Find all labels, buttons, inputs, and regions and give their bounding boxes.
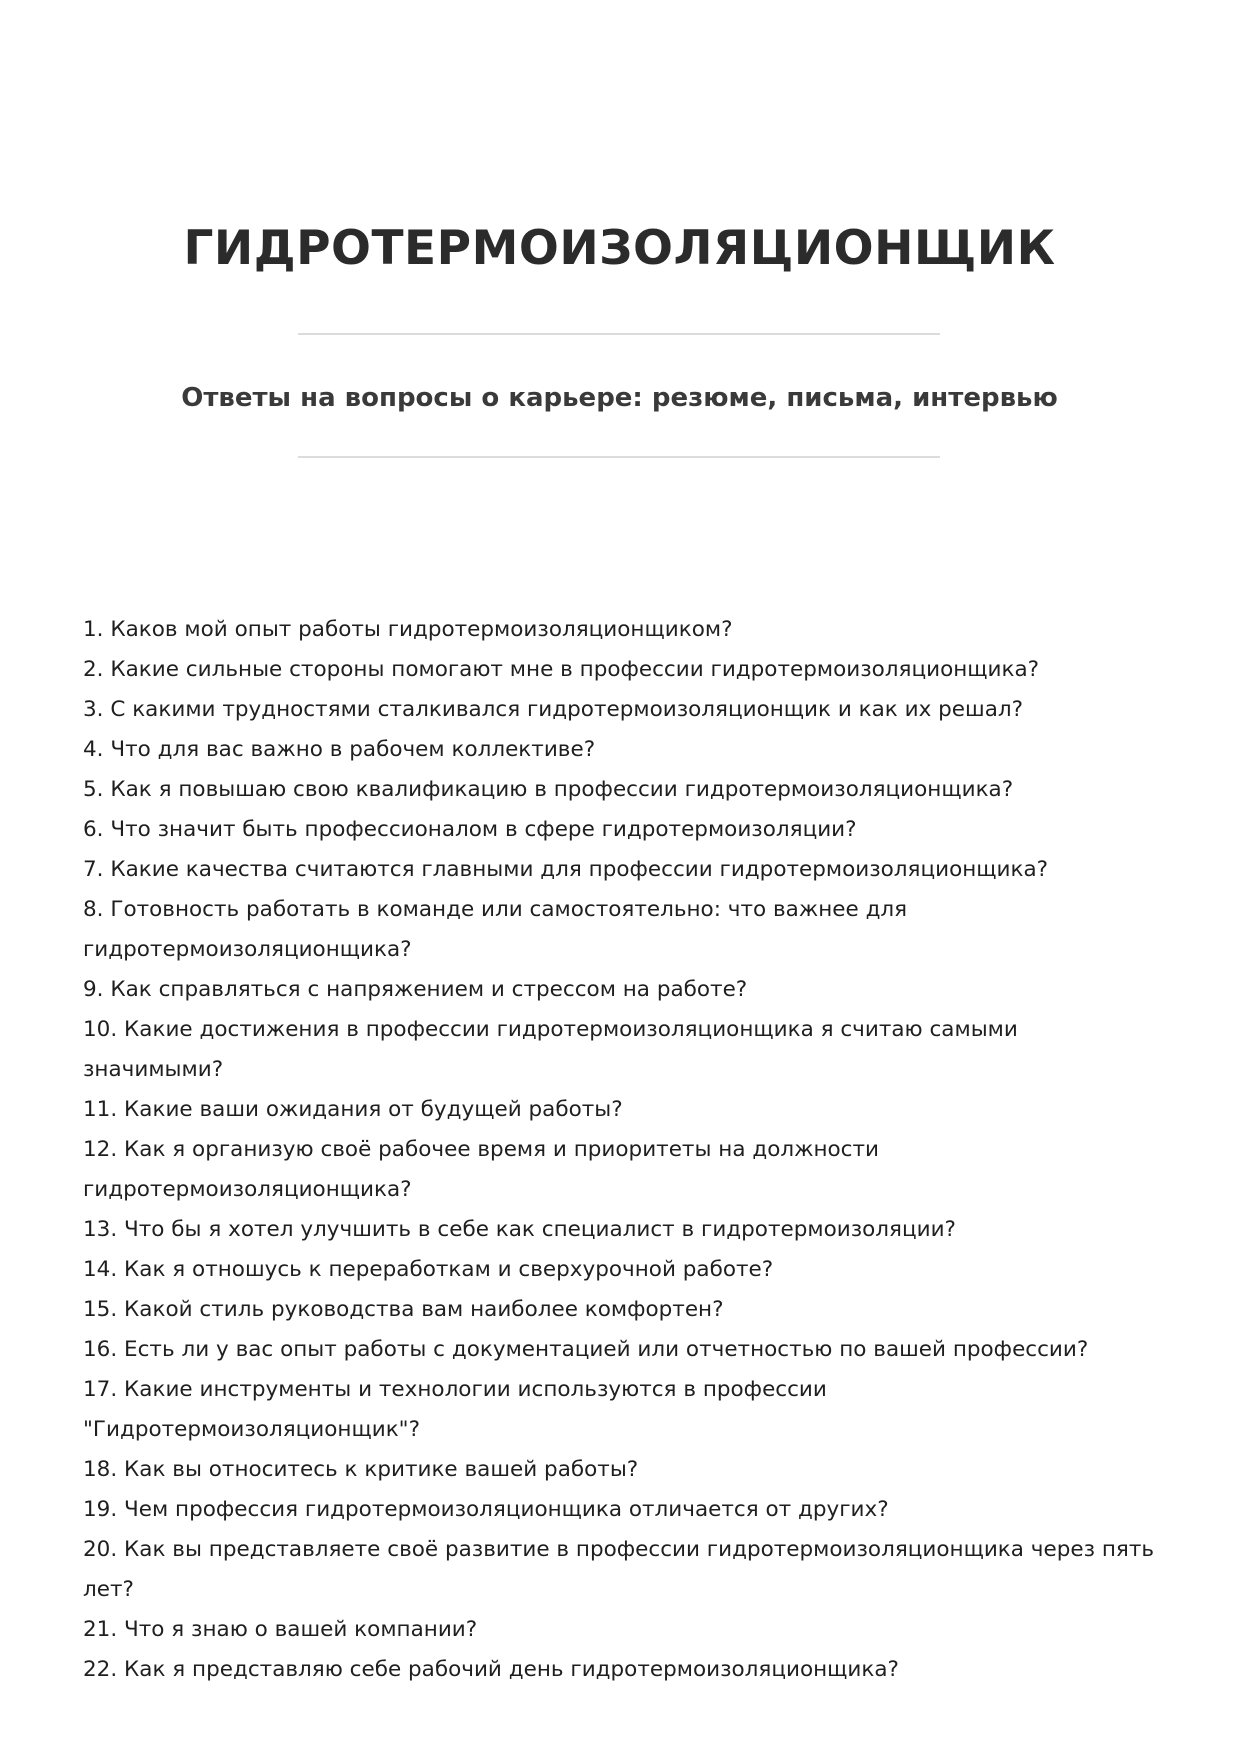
question-item: 3. С какими трудностями сталкивался гидротермоизоляционщик и как их решал? [83,697,1024,722]
question-item: 6. Что значит быть профессионалом в сфере гидротермоизоляции? [83,817,857,842]
title-divider-top [298,333,940,335]
document-subtitle: Ответы на вопросы о карьере: резюме, письма, интервью [181,383,1058,413]
question-item: 4. Что для вас важно в рабочем коллективе? [83,737,596,762]
question-item: 14. Как я отношусь к переработкам и сверхурочной работе? [83,1257,774,1282]
question-item: 20. Как вы представляете своё развитие в профессии гидротермоизоляционщика через пять лет? [83,1537,1155,1602]
question-item: 18. Как вы относитесь к критике вашей работы? [83,1457,639,1482]
question-item: 13. Что бы я хотел улучшить в себе как специалист в гидротермоизоляции? [83,1217,956,1242]
question-item: 5. Как я повышаю свою квалификацию в профессии гидротермоизоляционщика? [83,777,1014,802]
question-item: 12. Как я организую своё рабочее время и приоритеты на должности гидротермоизоляционщика? [83,1137,879,1202]
question-item: 21. Что я знаю о вашей компании? [83,1617,478,1642]
question-item: 11. Какие ваши ожидания от будущей работы? [83,1097,623,1122]
subtitle-divider-bottom [298,456,940,458]
question-item: 1. Каков мой опыт работы гидротермоизоляционщиком? [83,617,733,642]
question-item: 16. Есть ли у вас опыт работы с документацией или отчетностью по вашей профессии? [83,1337,1089,1362]
document-title: ГИДРОТЕРМОИЗОЛЯЦИОНЩИК [183,221,1056,277]
question-item: 7. Какие качества считаются главными для профессии гидротермоизоляционщика? [83,857,1049,882]
question-item: 19. Чем профессия гидротермоизоляционщика отличается от других? [83,1497,889,1522]
question-item: 22. Как я представляю себе рабочий день гидротермоизоляционщика? [83,1657,899,1682]
question-item: 17. Какие инструменты и технологии используются в профессии "Гидротермоизоляционщик"? [83,1377,827,1442]
question-item: 15. Какой стиль руководства вам наиболее комфортен? [83,1297,724,1322]
question-item: 8. Готовность работать в команде или самостоятельно: что важнее для гидротермоизоляционщика? [83,897,908,962]
question-item: 10. Какие достижения в профессии гидротермоизоляционщика я считаю самыми значимыми? [83,1017,1018,1082]
question-item: 9. Как справляться с напряжением и стрессом на работе? [83,977,748,1002]
question-item: 2. Какие сильные стороны помогают мне в профессии гидротермоизоляционщика? [83,657,1040,682]
questions-list [83,610,1163,1690]
